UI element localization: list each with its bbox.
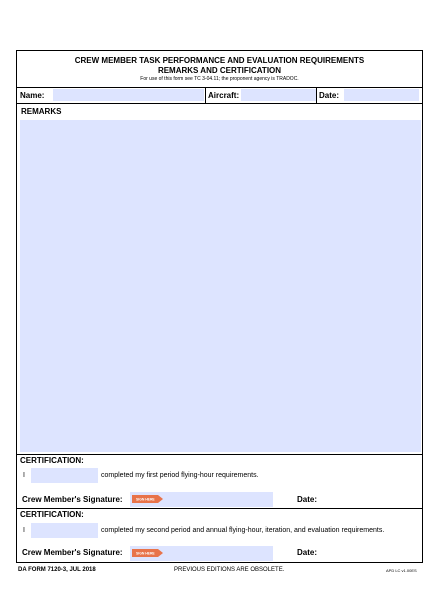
form-id: DA FORM 7120-3, JUL 2018 [18,567,96,573]
remarks-textarea[interactable] [20,120,421,452]
divider [205,87,206,103]
certification-2-signature-field[interactable] [130,546,273,561]
certification-2-statement: completed my second period and annual flying-hour, iteration, and evaluation requirements. [101,527,385,534]
name-field[interactable] [53,89,204,101]
sign-here-arrow-icon [132,495,163,503]
certification-2-prefix: I [23,527,25,534]
divider [17,103,422,104]
date-label: Date: [319,91,340,100]
sign-here-text: SIGN HERE [136,497,155,502]
divider [17,454,422,455]
obsolete-note: PREVIOUS EDITIONS ARE OBSOLETE. [174,567,285,573]
certification-1-label: CERTIFICATION: [20,456,84,465]
date-field[interactable] [344,89,419,101]
remarks-label: REMARKS [21,107,62,116]
certification-1-date-label: Date: [297,495,318,504]
version-label: APD LC v1.00ES [386,568,417,573]
divider [316,87,317,103]
name-label: Name: [20,91,45,100]
form-usage-note: For use of this form see TC 3-04.11; the proponent agency is TRADOC. [140,76,299,82]
certification-1-date-field[interactable] [322,492,417,507]
certification-1-signature-field[interactable] [130,492,273,507]
divider [17,87,422,88]
certification-2-name-field[interactable] [31,523,98,538]
certification-2-signature-label: Crew Member's Signature: [22,548,123,557]
divider [17,508,422,509]
certification-1-prefix: I [23,472,25,479]
sign-here-arrow-icon [132,549,163,557]
form-title: CREW MEMBER TASK PERFORMANCE AND EVALUATION REQUIREMENTS [74,56,365,65]
form-frame [16,50,423,563]
certification-2-date-label: Date: [297,548,318,557]
aircraft-label: Aircraft: [208,91,240,100]
certification-1-statement: completed my first period flying-hour requirements. [101,472,259,479]
certification-2-label: CERTIFICATION: [20,510,84,519]
certification-1-name-field[interactable] [31,468,98,483]
form-subtitle: REMARKS AND CERTIFICATION [157,66,282,75]
aircraft-field[interactable] [241,89,316,101]
sign-here-text: SIGN HERE [136,551,155,556]
certification-2-date-field[interactable] [322,546,417,561]
certification-1-signature-label: Crew Member's Signature: [22,495,123,504]
